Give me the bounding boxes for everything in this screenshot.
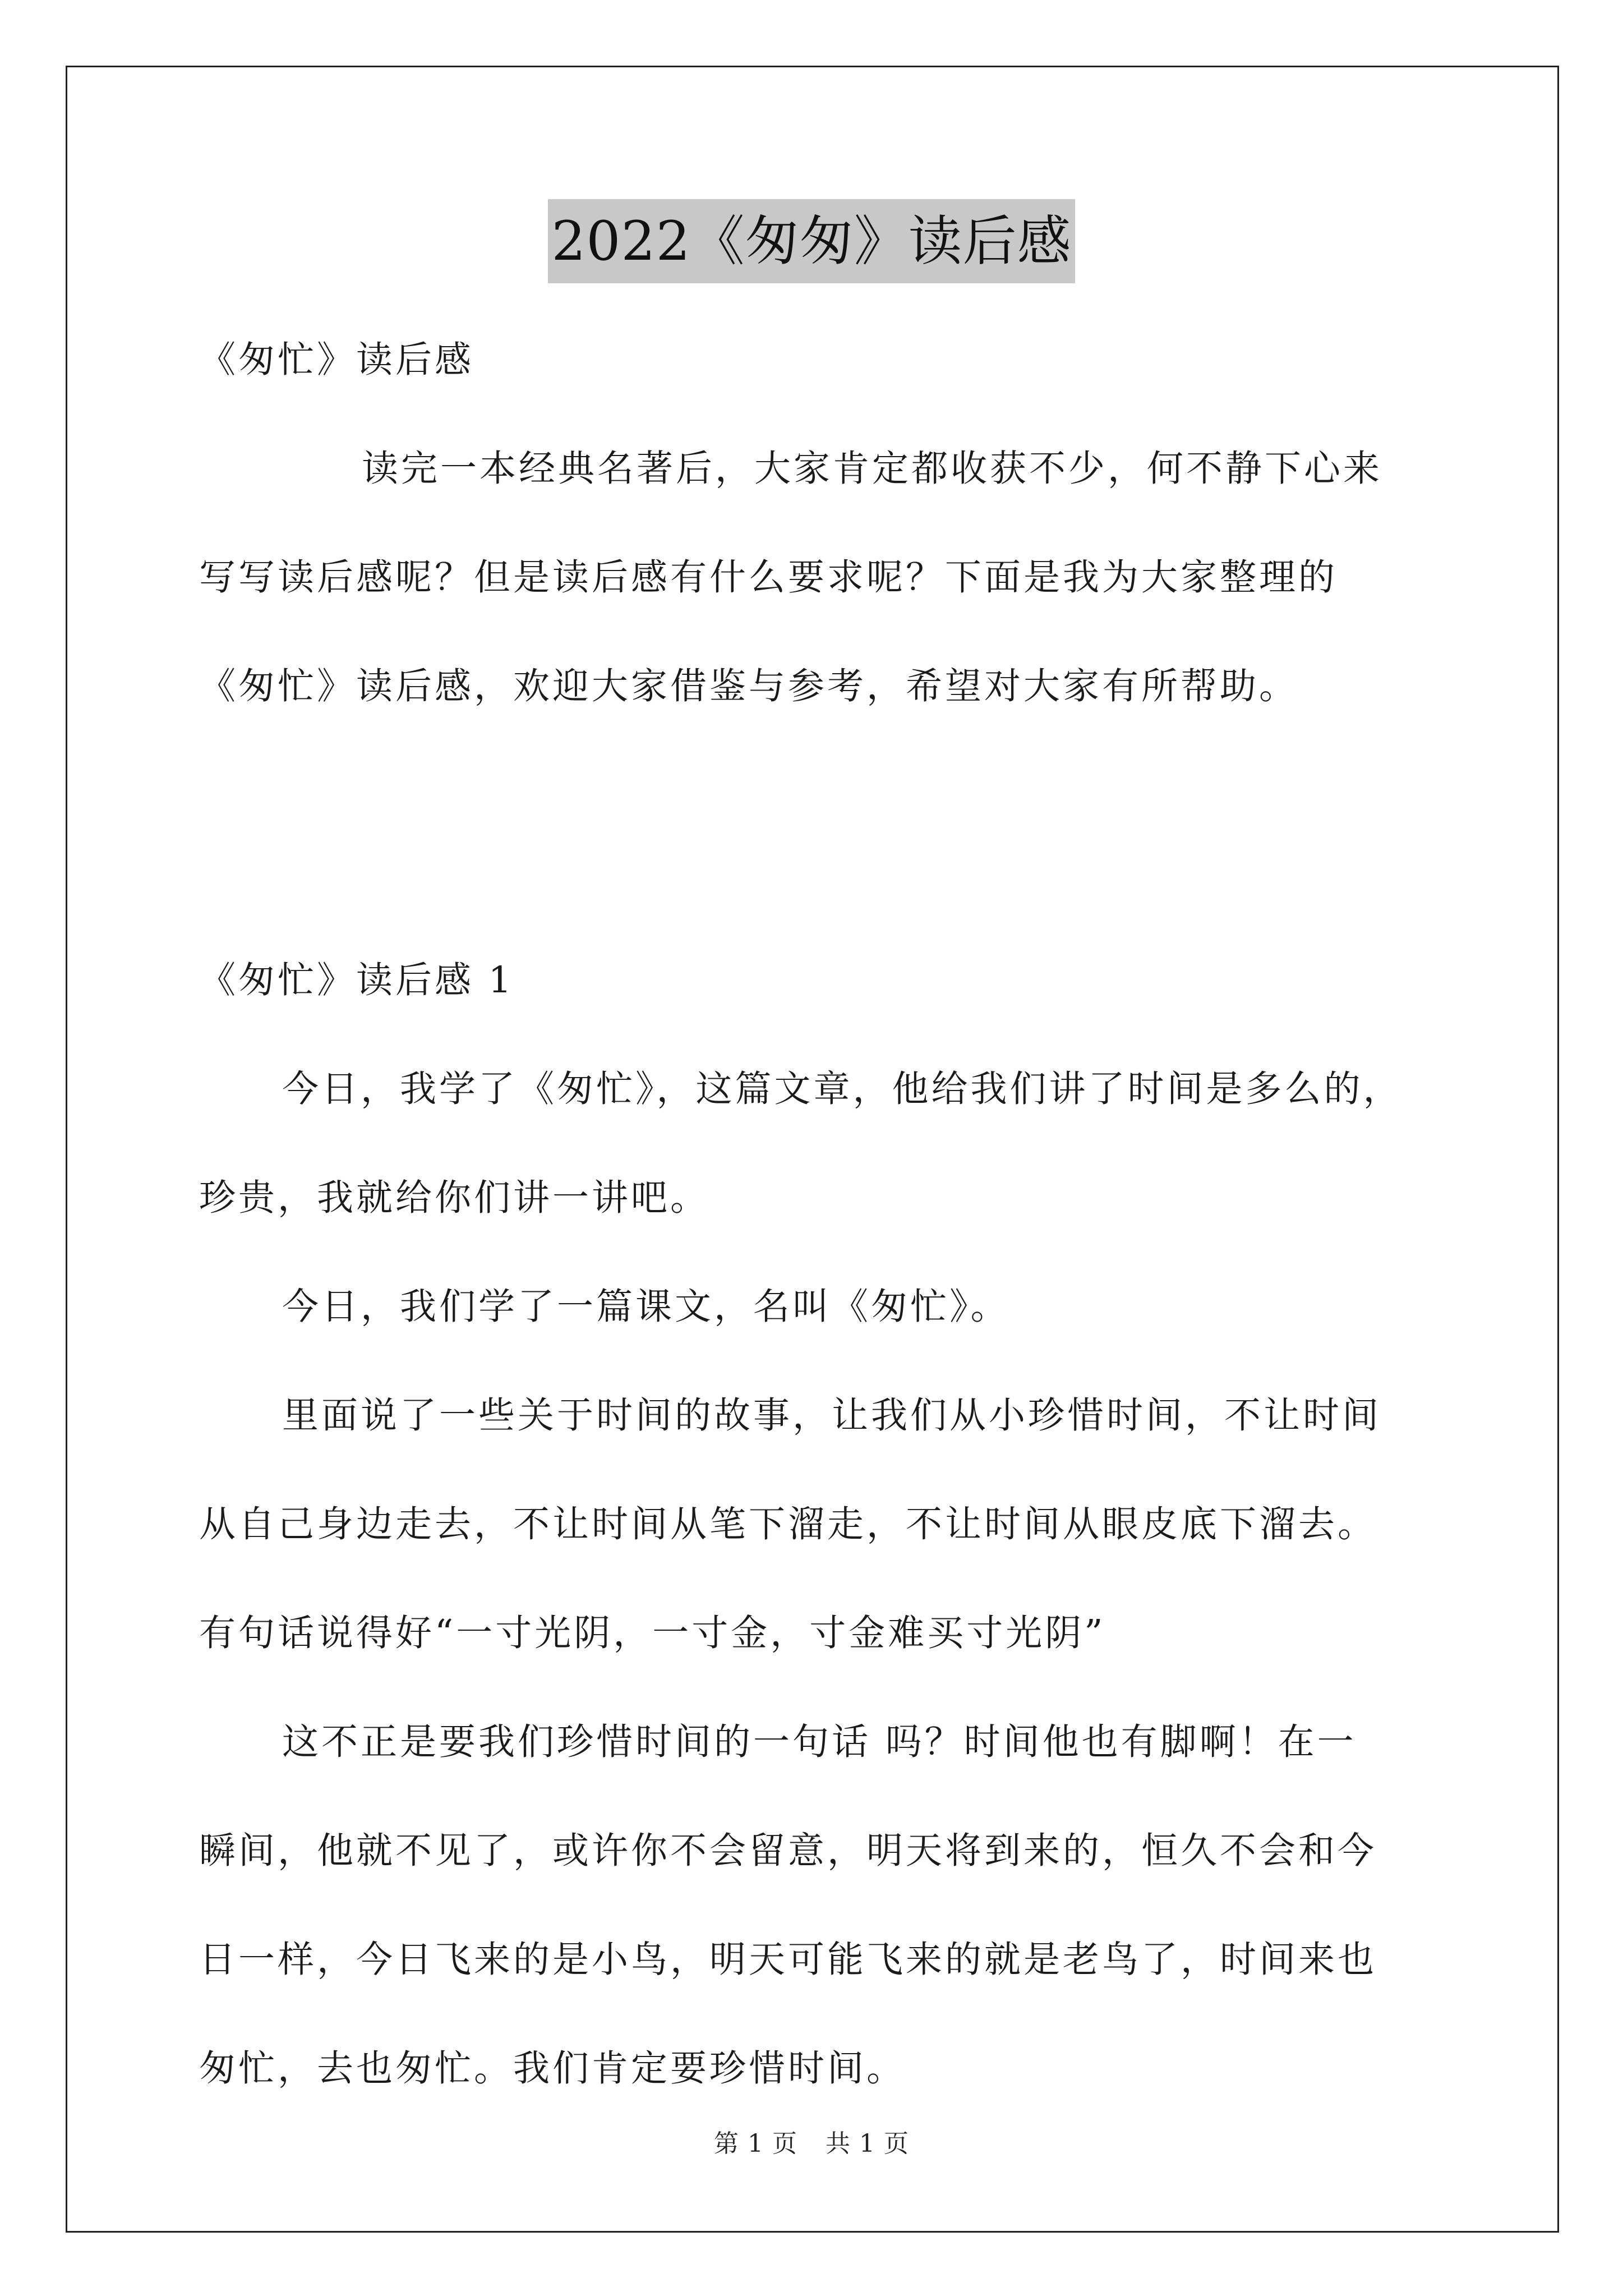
intro-line-2: 写写读后感呢？但是读后感有什么要求呢？下面是我为大家整理的 xyxy=(199,556,1338,599)
page-number: 第 1 页 xyxy=(714,2129,797,2158)
intro-line-1: 读完一本经典名著后，大家肯定都收获不少，何不静下心来 xyxy=(362,448,1383,490)
title-container xyxy=(0,199,1623,283)
body-line-8: 瞬间，他就不见了，或许你不会留意，明天将到来的，恒久不会和今 xyxy=(199,1830,1377,1872)
body-line-4: 里面说了一些关于时间的故事，让我们从小珍惜时间，不让时间 xyxy=(282,1395,1382,1437)
body-line-1: 今日，我学了《匆忙》，这篇文章，他给我们讲了时间是多么的， xyxy=(282,1068,1403,1110)
section-heading: 《匆忙》读后感 1 xyxy=(199,959,515,1001)
body-line-10: 匆忙，去也匆忙。我们肯定要珍惜时间。 xyxy=(199,2047,906,2090)
body-line-2: 珍贵，我就给你们讲一讲吧。 xyxy=(199,1177,710,1219)
subtitle: 《匆忙》读后感 xyxy=(199,339,474,381)
body-line-9: 日一样，今日飞来的是小鸟，明天可能飞来的就是老鸟了，时间来也 xyxy=(199,1939,1377,1981)
page-total: 共 1 页 xyxy=(826,2129,909,2158)
document-title: 2022《匆匆》读后感 xyxy=(548,199,1075,283)
body-line-7: 这不正是要我们珍惜时间的一句话 吗？时间他也有脚啊！在一 xyxy=(282,1721,1357,1763)
page-footer xyxy=(0,2123,1623,2159)
body-line-6: 有句话说得好“一寸光阴，一寸金，寸金难买寸光阴” xyxy=(199,1612,1106,1654)
paragraph-gap xyxy=(199,741,1433,926)
body-line-5: 从自己身边走去，不让时间从笔下溜走，不让时间从眼皮底下溜去。 xyxy=(199,1503,1377,1545)
intro-line-3: 《匆忙》读后感，欢迎大家借鉴与参考，希望对大家有所帮助。 xyxy=(199,665,1299,707)
document-body xyxy=(199,306,1433,2123)
body-line-3: 今日，我们学了一篇课文，名叫《匆忙》。 xyxy=(282,1286,1010,1328)
